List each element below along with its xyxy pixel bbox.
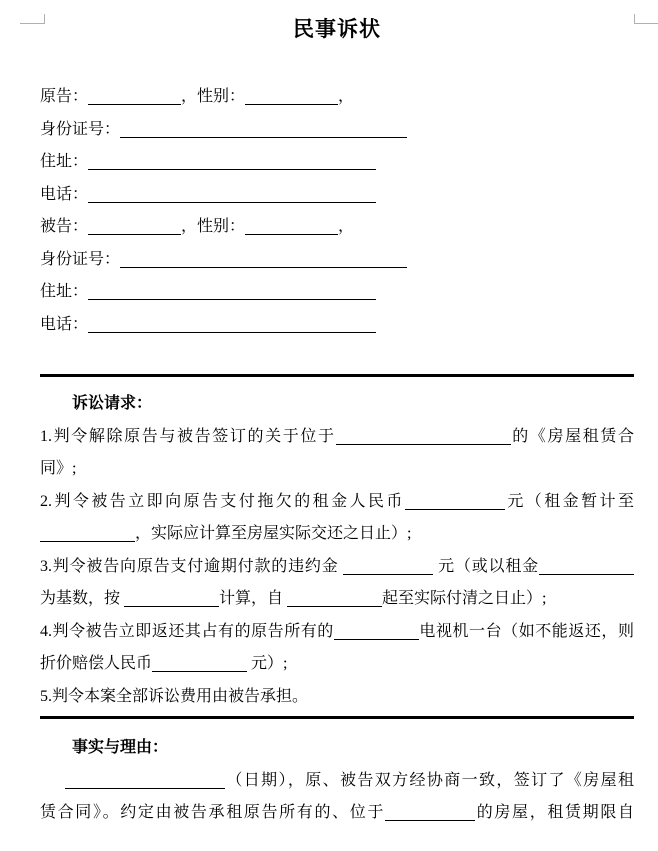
text-segment: 4.判令被告立即返还其占有的原告所有的 xyxy=(40,622,334,640)
form-line xyxy=(40,583,634,616)
form-line xyxy=(40,453,634,486)
text-segment: 身份证号： xyxy=(40,120,121,138)
blank-field[interactable] xyxy=(343,573,433,575)
blank-field[interactable] xyxy=(40,540,135,542)
text-segment: 1.判令解除原告与被告签订的关于位于 xyxy=(40,427,336,445)
facts-lines xyxy=(40,765,634,830)
blank-field[interactable] xyxy=(334,638,419,640)
text-segment: ， xyxy=(338,218,355,235)
form-line xyxy=(40,486,634,519)
blank-field[interactable] xyxy=(245,103,338,105)
blank-field[interactable] xyxy=(65,787,225,789)
text-segment: 为基数，按 xyxy=(40,590,125,607)
section-divider xyxy=(40,374,634,377)
document-page xyxy=(0,14,658,851)
text-segment: 赁合同》。约定由被告承租原告所有的、位于 xyxy=(40,804,386,821)
claims-lines xyxy=(40,421,634,714)
text-segment: 5.判令本案全部诉讼费用由被告承担。 xyxy=(40,687,309,705)
form-line xyxy=(40,114,634,147)
text-segment: 电话： xyxy=(40,185,89,203)
blank-field[interactable] xyxy=(120,136,407,138)
blank-field[interactable] xyxy=(385,819,475,821)
blank-field[interactable] xyxy=(88,331,376,333)
text-segment: 的房屋，租赁期限自 xyxy=(475,804,634,821)
form-line xyxy=(40,765,634,798)
form-line xyxy=(40,681,634,714)
blank-field[interactable] xyxy=(88,201,376,203)
blank-field[interactable] xyxy=(88,103,181,105)
document-content xyxy=(0,14,658,830)
blank-field[interactable] xyxy=(88,298,376,300)
claims-section xyxy=(40,388,634,713)
form-line xyxy=(40,211,634,244)
facts-heading: 事实与理由： xyxy=(72,739,169,756)
party-info-section xyxy=(40,81,634,341)
text-segment: 原告： xyxy=(40,88,89,105)
blank-field[interactable] xyxy=(287,605,382,607)
form-line xyxy=(40,616,634,649)
form-line xyxy=(40,797,634,830)
text-segment: 电话： xyxy=(40,315,89,333)
text-boundary-mark-top-left xyxy=(20,14,45,24)
form-line xyxy=(40,551,634,584)
text-segment: 电视机一台（如不能返还，则 xyxy=(418,622,634,640)
blank-field[interactable] xyxy=(539,573,634,575)
text-segment: 住址： xyxy=(40,153,89,170)
blank-field[interactable] xyxy=(405,508,505,510)
facts-section xyxy=(40,732,634,830)
text-segment: 元）; xyxy=(247,655,288,672)
text-segment: 3.判令被告向原告支付逾期付款的违约金 xyxy=(40,557,344,575)
text-segment: 被告： xyxy=(40,218,89,235)
blank-field[interactable] xyxy=(336,443,511,445)
form-line xyxy=(40,244,634,277)
form-line xyxy=(40,309,634,342)
text-segment: 身份证号： xyxy=(40,250,121,268)
claims-heading: 诉讼请求： xyxy=(72,395,153,412)
blank-field[interactable] xyxy=(120,266,407,268)
form-line xyxy=(40,81,634,114)
text-segment: 折价赔偿人民币 xyxy=(40,655,153,672)
section-divider xyxy=(40,716,634,719)
text-segment: 住址： xyxy=(40,283,89,300)
text-segment: 2.判令被告立即向原告支付拖欠的租金人民币 xyxy=(40,492,405,510)
blank-field[interactable] xyxy=(245,233,338,235)
form-line xyxy=(40,648,634,681)
text-segment: （日期），原、被告双方经协商一致，签订了《房屋租 xyxy=(225,771,634,789)
text-segment: 的《房屋租赁合 xyxy=(510,427,634,445)
text-segment: ，性别： xyxy=(181,218,246,235)
text-segment: ，实际应计算至房屋实际交还之日止）; xyxy=(135,525,412,542)
document-title: 民事诉状 xyxy=(293,17,381,41)
text-segment: ， xyxy=(338,88,355,105)
text-segment: 起至实际付清之日止）; xyxy=(382,590,547,607)
text-boundary-mark-top-right xyxy=(634,14,658,24)
form-line xyxy=(40,146,634,179)
text-segment: 元（或以租金 xyxy=(433,557,539,575)
party-lines xyxy=(40,81,634,341)
text-segment: 同》; xyxy=(40,460,77,477)
blank-field[interactable] xyxy=(124,605,219,607)
blank-field[interactable] xyxy=(88,233,181,235)
form-line xyxy=(40,518,634,551)
blank-field[interactable] xyxy=(152,670,247,672)
form-line xyxy=(40,179,634,212)
form-line xyxy=(40,421,634,454)
text-segment: 计算，自 xyxy=(219,590,288,607)
blank-field[interactable] xyxy=(88,168,376,170)
form-line xyxy=(40,276,634,309)
text-segment: ，性别： xyxy=(181,88,246,105)
text-segment: 元（租金暂计至 xyxy=(504,492,634,510)
